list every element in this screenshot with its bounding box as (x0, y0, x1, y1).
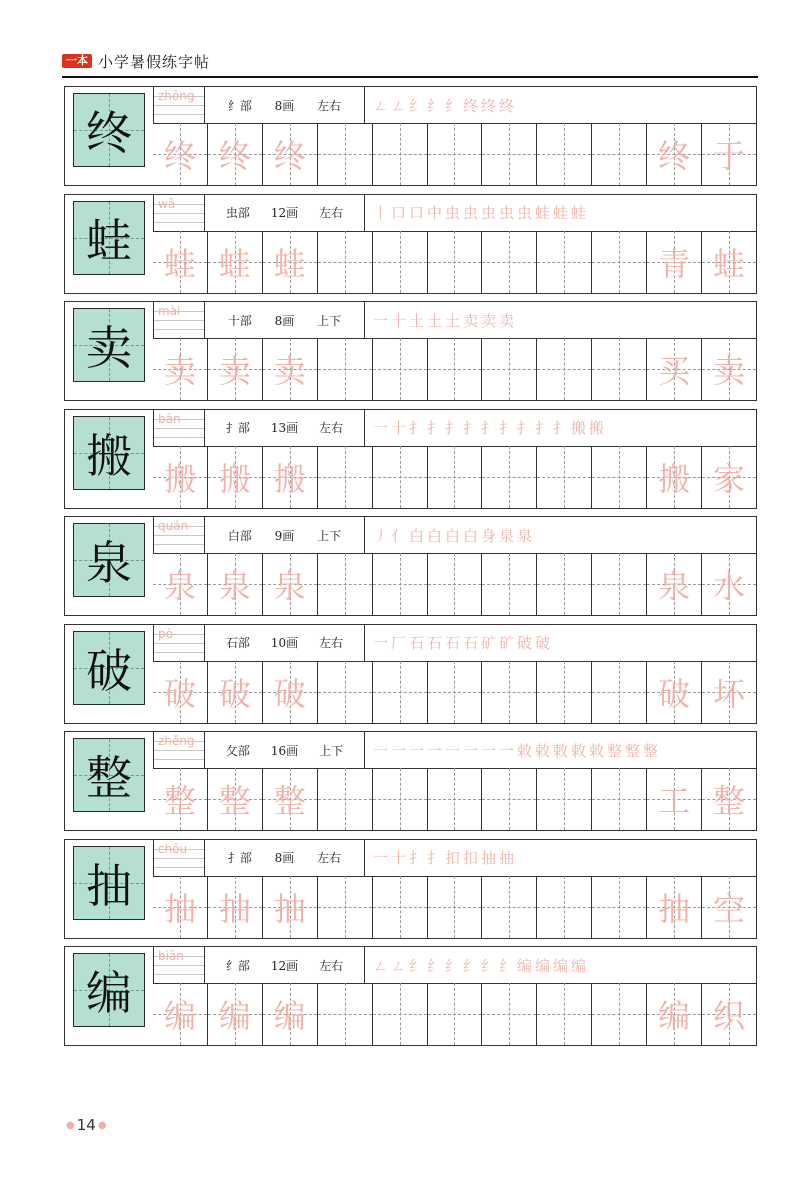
stroke-count: 8画 (274, 851, 295, 865)
writing-cell[interactable] (153, 446, 208, 508)
writing-cell[interactable] (537, 553, 592, 615)
writing-cell[interactable] (373, 876, 428, 938)
writing-cell[interactable] (702, 876, 756, 938)
trace-character: 破 (218, 674, 251, 713)
writing-cell[interactable] (592, 768, 647, 830)
trace-character: 编 (163, 997, 196, 1035)
writing-grid (153, 446, 756, 508)
writing-cell[interactable] (373, 661, 428, 723)
structure: 左右 (319, 421, 344, 435)
trace-character: 蛙 (218, 244, 251, 283)
writing-cell[interactable] (428, 231, 483, 293)
writing-cell[interactable] (318, 338, 373, 400)
pinyin: zhōng (158, 89, 195, 103)
header-rule (62, 76, 758, 78)
trace-character: 买 (658, 352, 691, 390)
structure: 左右 (317, 851, 342, 865)
writing-cell[interactable] (318, 876, 373, 938)
trace-character: 整 (163, 782, 196, 820)
writing-cell[interactable] (263, 983, 318, 1045)
radical: 扌部 (227, 851, 252, 865)
writing-cell[interactable] (647, 338, 702, 400)
pinyin-box (153, 410, 205, 446)
writing-cell[interactable] (208, 553, 263, 615)
character-info (205, 732, 365, 768)
writing-grid (153, 338, 756, 400)
writing-cell[interactable] (592, 983, 647, 1045)
trace-character: 破 (273, 674, 306, 713)
trace-character: 抽 (163, 889, 196, 928)
writing-cell[interactable] (318, 231, 373, 293)
trace-character: 搬 (218, 459, 251, 498)
trace-character: 抽 (273, 889, 306, 928)
writing-cell[interactable] (482, 231, 537, 293)
writing-cell[interactable] (153, 876, 208, 938)
trace-character: 终 (658, 137, 691, 175)
writing-cell[interactable] (263, 123, 318, 185)
pinyin: quán (158, 519, 189, 533)
stroke-order: 一厂石石石石矿矿破破 (373, 634, 554, 652)
trace-character: 泉 (273, 567, 306, 605)
writing-cell[interactable] (208, 123, 263, 185)
writing-cell[interactable] (208, 446, 263, 508)
writing-cell[interactable] (318, 768, 373, 830)
writing-cell[interactable] (537, 123, 592, 185)
writing-cell[interactable] (263, 661, 318, 723)
writing-cell[interactable] (482, 446, 537, 508)
writing-grid (153, 876, 756, 938)
model-character-box (73, 738, 145, 812)
radical: 攵部 (225, 743, 250, 758)
model-character: 卖 (86, 321, 132, 375)
trace-character: 卖 (273, 352, 306, 390)
writing-cell[interactable] (318, 123, 373, 185)
writing-cell[interactable] (318, 553, 373, 615)
writing-cell[interactable] (153, 661, 208, 723)
writing-cell[interactable] (428, 446, 483, 508)
trace-character: 搬 (273, 459, 306, 498)
writing-cell[interactable] (537, 768, 592, 830)
writing-cell[interactable] (702, 123, 756, 185)
writing-cell[interactable] (428, 768, 483, 830)
character-info (205, 517, 365, 553)
writing-cell[interactable] (153, 338, 208, 400)
trace-character: 终 (163, 137, 196, 175)
pinyin-box (153, 517, 205, 553)
writing-cell[interactable] (428, 553, 483, 615)
stroke-count: 12画 (270, 958, 299, 973)
trace-character: 编 (218, 997, 251, 1035)
writing-cell[interactable] (428, 983, 483, 1045)
writing-cell[interactable] (592, 876, 647, 938)
model-character-box (73, 93, 145, 167)
pinyin-box (153, 732, 205, 768)
writing-cell[interactable] (537, 661, 592, 723)
model-character: 搬 (86, 428, 132, 483)
character-info (205, 195, 365, 231)
writing-cell[interactable] (482, 123, 537, 185)
writing-cell[interactable] (647, 661, 702, 723)
writing-cell[interactable] (263, 768, 318, 830)
practice-row (64, 86, 757, 186)
model-character-box (73, 953, 145, 1027)
stroke-order: 丨口口中虫虫虫虫虫蛙蛙蛙 (373, 204, 590, 222)
trace-character: 终 (273, 137, 306, 175)
trace-character: 蛙 (713, 244, 746, 283)
trace-character: 整 (713, 782, 746, 820)
model-character-box (73, 631, 145, 705)
page-header (62, 50, 210, 72)
stroke-count: 8画 (274, 98, 295, 113)
writing-cell[interactable] (153, 231, 208, 293)
stroke-order: 丿亻白白白白身泉泉 (373, 526, 536, 545)
writing-cell[interactable] (647, 983, 702, 1045)
radical: 石部 (225, 636, 250, 650)
model-character-box (73, 416, 145, 490)
writing-cell[interactable] (373, 338, 428, 400)
trace-character: 搬 (658, 459, 691, 498)
pinyin-box (153, 195, 205, 231)
character-info (205, 840, 365, 876)
writing-cell[interactable] (208, 661, 263, 723)
writing-cell[interactable] (482, 661, 537, 723)
trace-character: 编 (273, 997, 306, 1035)
pinyin: wā (158, 196, 176, 211)
model-character: 蛙 (86, 213, 132, 268)
practice-row (64, 731, 757, 831)
writing-cell[interactable] (482, 553, 537, 615)
model-character-box (73, 201, 145, 275)
stroke-order: 一一一一一一一一敕敕敕敕敕整整整 (373, 741, 662, 760)
writing-cell[interactable] (208, 876, 263, 938)
writing-cell[interactable] (263, 446, 318, 508)
pinyin-box (153, 947, 205, 983)
pinyin: biān (158, 949, 184, 963)
writing-cell[interactable] (647, 553, 702, 615)
stroke-count: 8画 (274, 313, 295, 328)
pinyin: bān (158, 411, 181, 426)
writing-cell[interactable] (482, 876, 537, 938)
practice-row (64, 516, 757, 616)
pinyin-box (153, 302, 205, 338)
writing-cell[interactable] (592, 553, 647, 615)
writing-cell[interactable] (702, 661, 756, 723)
stroke-order: 一十土土土卖卖卖 (373, 311, 518, 330)
writing-grid (153, 983, 756, 1045)
series-logo: 一本 (62, 54, 92, 68)
structure: 左右 (319, 958, 344, 973)
trace-character: 抽 (658, 889, 691, 928)
writing-cell[interactable] (537, 231, 592, 293)
pinyin: chōu (158, 841, 188, 856)
structure: 上下 (319, 743, 344, 758)
writing-cell[interactable] (373, 768, 428, 830)
writing-cell[interactable] (208, 983, 263, 1045)
pinyin-box (153, 87, 205, 123)
trace-character: 编 (658, 997, 691, 1035)
character-info (205, 625, 365, 661)
stroke-count: 9画 (274, 528, 295, 543)
radical: 纟部 (225, 958, 250, 973)
writing-grid (153, 123, 756, 185)
writing-cell[interactable] (647, 123, 702, 185)
trace-character: 蛙 (273, 244, 306, 283)
writing-cell[interactable] (592, 446, 647, 508)
writing-grid (153, 661, 756, 723)
character-info (205, 947, 365, 983)
model-character: 抽 (86, 858, 132, 913)
trace-character: 泉 (218, 567, 251, 605)
writing-cell[interactable] (208, 338, 263, 400)
model-character: 泉 (86, 536, 132, 590)
writing-cell[interactable] (537, 446, 592, 508)
writing-cell[interactable] (318, 983, 373, 1045)
trace-character: 泉 (163, 567, 196, 605)
trace-character: 搬 (163, 459, 196, 498)
trace-character: 家 (713, 459, 746, 498)
writing-cell[interactable] (592, 338, 647, 400)
writing-cell[interactable] (702, 768, 756, 830)
stroke-count: 12画 (270, 206, 299, 220)
model-character: 整 (86, 751, 132, 805)
writing-cell[interactable] (373, 231, 428, 293)
practice-row (64, 409, 757, 509)
trace-character: 破 (658, 674, 691, 713)
trace-character: 织 (713, 997, 746, 1035)
writing-cell[interactable] (592, 123, 647, 185)
writing-cell[interactable] (702, 338, 756, 400)
trace-character: 卖 (713, 352, 746, 390)
writing-cell[interactable] (263, 338, 318, 400)
trace-character: 整 (218, 782, 251, 820)
writing-cell[interactable] (428, 123, 483, 185)
writing-cell[interactable] (647, 768, 702, 830)
structure: 左右 (317, 98, 342, 113)
writing-cell[interactable] (647, 231, 702, 293)
writing-cell[interactable] (318, 661, 373, 723)
trace-character: 于 (713, 137, 746, 175)
writing-cell[interactable] (318, 446, 373, 508)
page-number-text: 14 (76, 1116, 96, 1134)
trace-character: 整 (273, 782, 306, 820)
writing-cell[interactable] (647, 446, 702, 508)
writing-grid (153, 231, 756, 293)
writing-cell[interactable] (153, 768, 208, 830)
writing-cell[interactable] (482, 768, 537, 830)
writing-cell[interactable] (208, 231, 263, 293)
trace-character: 卖 (163, 352, 196, 390)
writing-cell[interactable] (702, 446, 756, 508)
writing-cell[interactable] (153, 123, 208, 185)
pinyin: zhěng (158, 734, 195, 748)
writing-grid (153, 768, 756, 830)
writing-cell[interactable] (263, 876, 318, 938)
pinyin-box (153, 840, 205, 876)
stroke-order: ㄥㄥ纟纟纟纟纟纟编编编编 (373, 956, 590, 975)
pinyin: mài (158, 304, 181, 318)
trace-character: 坏 (713, 674, 746, 713)
writing-cell[interactable] (153, 983, 208, 1045)
writing-grid (153, 553, 756, 615)
character-info (205, 87, 365, 123)
stroke-count: 13画 (270, 421, 299, 435)
stroke-count: 16画 (270, 743, 299, 758)
pinyin: pò (158, 626, 173, 641)
trace-character: 青 (658, 244, 691, 283)
page-number: ● 14 ● (66, 1116, 107, 1134)
writing-cell[interactable] (537, 983, 592, 1045)
stroke-order: 一十扌扌扣扣抽抽 (373, 849, 518, 867)
trace-character: 破 (163, 674, 196, 713)
trace-character: 终 (218, 137, 251, 175)
writing-cell[interactable] (373, 983, 428, 1045)
radical: 纟部 (227, 98, 252, 113)
trace-character: 泉 (658, 567, 691, 605)
character-info (205, 410, 365, 446)
writing-cell[interactable] (428, 338, 483, 400)
writing-cell[interactable] (702, 553, 756, 615)
stroke-order: 一十扌扌扌扌扌扌扌扌扌搬搬 (373, 419, 608, 437)
writing-cell[interactable] (482, 338, 537, 400)
model-character: 终 (86, 106, 132, 160)
writing-cell[interactable] (263, 553, 318, 615)
trace-character: 卖 (218, 352, 251, 390)
writing-cell[interactable] (592, 661, 647, 723)
trace-character: 空 (713, 889, 746, 928)
writing-cell[interactable] (153, 553, 208, 615)
trace-character: 水 (713, 567, 746, 605)
structure: 左右 (319, 636, 344, 650)
radical: 虫部 (225, 206, 250, 220)
writing-cell[interactable] (702, 983, 756, 1045)
structure: 上下 (317, 528, 342, 543)
writing-cell[interactable] (702, 231, 756, 293)
structure: 左右 (319, 206, 344, 220)
trace-character: 蛙 (163, 244, 196, 283)
character-info (205, 302, 365, 338)
radical: 十部 (227, 313, 252, 328)
stroke-count: 10画 (270, 636, 299, 650)
practice-row (64, 946, 757, 1046)
practice-row (64, 194, 757, 294)
writing-cell[interactable] (373, 123, 428, 185)
writing-cell[interactable] (263, 231, 318, 293)
model-character-box (73, 308, 145, 382)
writing-cell[interactable] (537, 338, 592, 400)
trace-character: 工 (658, 782, 691, 820)
writing-cell[interactable] (373, 553, 428, 615)
writing-cell[interactable] (537, 876, 592, 938)
model-character-box (73, 846, 145, 920)
book-title: 小学暑假练字帖 (98, 52, 211, 71)
practice-row (64, 624, 757, 724)
radical: 白部 (227, 528, 252, 543)
writing-cell[interactable] (592, 231, 647, 293)
writing-cell[interactable] (647, 876, 702, 938)
trace-character: 抽 (218, 889, 251, 928)
stroke-order: ㄥㄥ纟纟纟终终终 (373, 96, 518, 115)
writing-cell[interactable] (208, 768, 263, 830)
pinyin-box (153, 625, 205, 661)
radical: 扌部 (225, 421, 250, 435)
writing-cell[interactable] (428, 661, 483, 723)
writing-cell[interactable] (428, 876, 483, 938)
model-character: 编 (86, 966, 132, 1020)
structure: 上下 (317, 313, 342, 328)
model-character-box (73, 523, 145, 597)
practice-row (64, 301, 757, 401)
model-character: 破 (86, 643, 132, 698)
writing-cell[interactable] (373, 446, 428, 508)
writing-cell[interactable] (482, 983, 537, 1045)
practice-row (64, 839, 757, 939)
